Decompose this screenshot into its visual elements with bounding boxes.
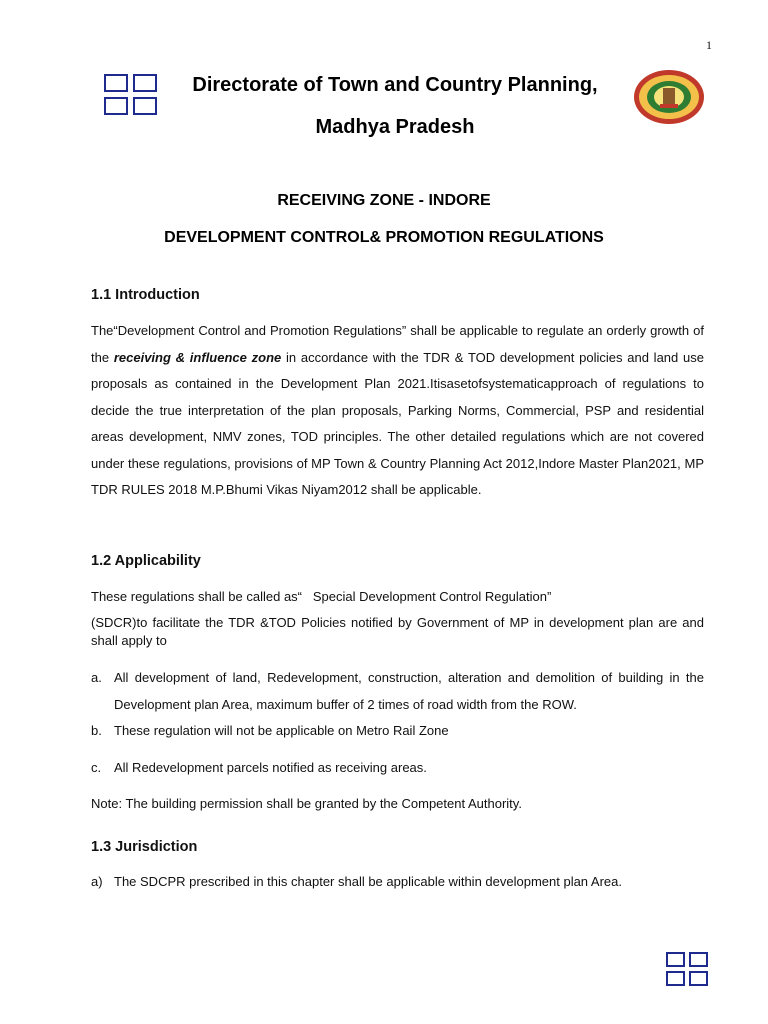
note-text: Note: The building permission shall be granted by the Competent Authority. [91, 796, 522, 811]
regulations-heading: DEVELOPMENT CONTROL& PROMOTION REGULATIONS [164, 229, 604, 246]
page-number: 1 [706, 38, 712, 52]
applicability-line2: (SDCR)to facilitate the TDR &TOD Policies notified by Government of MP in development plan are and shall apply to [91, 615, 704, 648]
zone-heading: RECEIVING ZONE - INDORE [277, 192, 491, 209]
section-1-1-heading: 1.1 Introduction [91, 287, 200, 303]
introduction-paragraph: The“Development Control and Promotion Regulations” shall be applicable to regulate an orderly growth of the receiving & influence zone in accordance with the TDR & TOD development policies and land use proposals as contained in the Development Plan 2021.Itisasetofsystematicapproach of regulations to decide the true interpretation of the plan proposals, Parking Norms, Commercial, PSP and residential areas development, NMV zones, TOD principles. The other detailed regulations which are not covered under these regulations, provisions of MP Town & Country Planning Act 2012,Indore Master Plan2021, MP TDR RULES 2018 M.P.Bhumi Vikas Niyam2012 shall be applicable. [91, 323, 704, 497]
section-1-3-heading: 1.3 Jurisdiction [91, 839, 198, 855]
four-square-logo-icon [666, 952, 708, 986]
list-item: a) The SDCPR prescribed in this chapter shall be applicable within development plan Area. [91, 874, 623, 889]
header-title-line1: Directorate of Town and Country Planning, [192, 74, 598, 96]
header-title-line2: Madhya Pradesh [315, 116, 475, 138]
introduction-emphasis: receiving & influence zone [113, 349, 282, 365]
mp-government-seal-icon [632, 68, 706, 126]
list-item: b. These regulation will not be applicable on Metro Rail Zone [91, 723, 449, 738]
section-1-2-heading: 1.2 Applicability [91, 553, 201, 569]
four-square-logo-icon [104, 74, 157, 115]
list-item: a. All development of land, Redevelopment, construction, alteration and demolition of building in the Development plan Area, maximum buffer of 2 times of road width from the ROW. [91, 670, 704, 712]
applicability-line1: These regulations shall be called as“ Special Development Control Regulation” [91, 589, 552, 604]
list-item: c. All Redevelopment parcels notified as receiving areas. [91, 760, 427, 775]
